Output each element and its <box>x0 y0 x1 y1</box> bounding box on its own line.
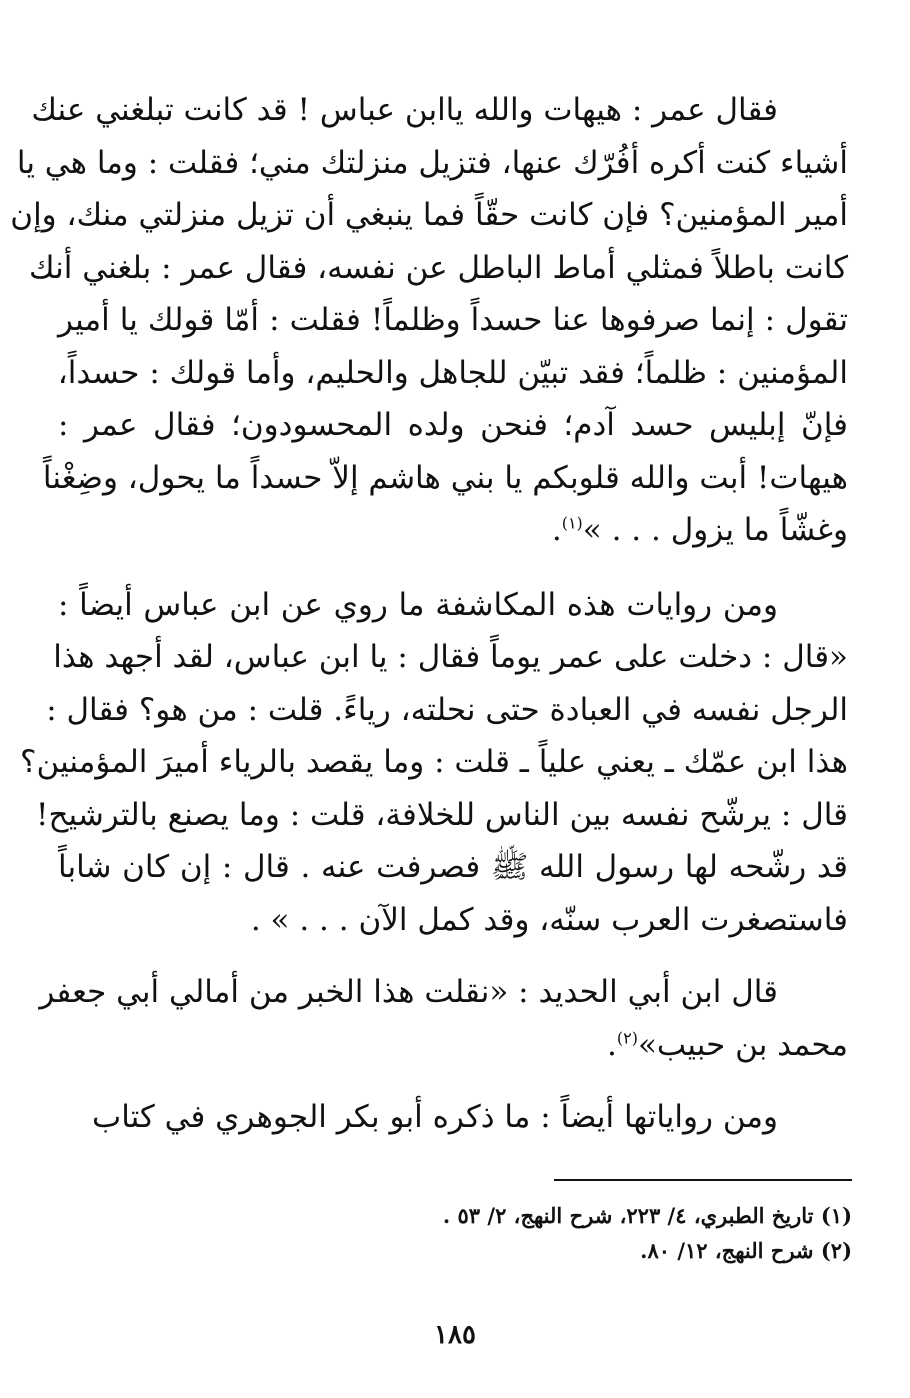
paragraph-gap <box>58 557 848 579</box>
paragraph-1 <box>10 84 848 557</box>
text-line: أمير المؤمنين؟ فإن كانت حقّاً فما ينبغي أن تزيل منزلتي منك، وإن <box>10 197 848 233</box>
text-line: هيهات! أبت والله قلوبكم يا بني هاشم إلاّ حسداً ما يحول، وضِغْناً <box>42 459 848 496</box>
text-line: هذا ابن عمّك ـ يعني علياً ـ قلت : وما يقصد بالرياء أميرَ المؤمنين؟ <box>20 744 848 780</box>
text-line: تقول : إنما صرفوها عنا حسداً وظلماً! فقلت : أمّا قولك يا أمير <box>58 302 848 338</box>
period: . <box>551 512 562 548</box>
paragraph-4 <box>58 1091 848 1144</box>
text-line: فاستصغرت العرب سنّه، وقد كمل الآن . . . » . <box>250 901 848 938</box>
footnote-divider <box>554 1179 852 1181</box>
period: . <box>607 1026 617 1063</box>
paragraph-3 <box>39 966 848 1071</box>
text-line: قال : يرشّح نفسه بين الناس للخلافة، قلت : وما يصنع بالترشيح! <box>36 796 848 833</box>
footnote-marker: (٢) <box>616 1028 638 1048</box>
text-line: ومن رواياتها أيضاً : ما ذكره أبو بكر الجوهري في كتاب <box>92 1099 778 1135</box>
line-text: محمد بن حبيب» <box>637 1026 848 1063</box>
page-number: ١٨٥ <box>434 1320 476 1350</box>
paragraph-gap <box>58 946 848 966</box>
main-text <box>10 84 848 1144</box>
text-line: ومن روايات هذه المكاشفة ما روي عن ابن عباس أيضاً : <box>58 586 778 623</box>
paragraph-gap <box>58 1071 848 1091</box>
text-line: الرجل نفسه في العبادة حتى نحلته، رياءً. قلت : من هو؟ فقال : <box>46 691 848 728</box>
text-line: قد رشّحه لها رسول الله ﷺ فصرفت عنه . قال : إن كان شاباً <box>58 849 848 885</box>
footnote-marker: (١) <box>561 513 583 533</box>
footnote-1: (١) تاريخ الطبري، ٤/ ٢٢٣، شرح النهج، ٢/ ٥٣ . <box>442 1203 852 1228</box>
text-line <box>58 504 848 557</box>
text-line: «قال : دخلت على عمر يوماً فقال : يا ابن عباس، لقد أجهد هذا <box>53 639 848 675</box>
line-text: وغشّاً ما يزول . . . » <box>582 512 848 548</box>
text-line: أشياء كنت أكره أفُرّك عنها، فتزيل منزلتك مني؛ فقلت : وما هي يا <box>16 144 848 181</box>
text-line: كانت باطلاً فمثلي أماط الباطل عن نفسه، فقال عمر : بلغني أنك <box>29 249 848 286</box>
paragraph-2 <box>20 579 848 947</box>
text-line: فقال عمر : هيهات والله ياابن عباس ! قد كانت تبلغني عنك <box>31 92 778 128</box>
text-line: قال ابن أبي الحديد : «نقلت هذا الخبر من أمالي أبي جعفر <box>39 974 778 1010</box>
footnote-2: (٢) شرح النهج، ١٢/ ٨٠. <box>640 1238 852 1263</box>
footnotes <box>352 1198 852 1268</box>
text-line: المؤمنين : ظلماً؛ فقد تبيّن للجاهل والحليم، وأما قولك : حسداً، <box>57 354 848 391</box>
text-line <box>58 1019 848 1072</box>
text-line: فإنّ إبليس حسد آدم؛ فنحن ولده المحسودون؛ فقال عمر : <box>58 407 848 443</box>
